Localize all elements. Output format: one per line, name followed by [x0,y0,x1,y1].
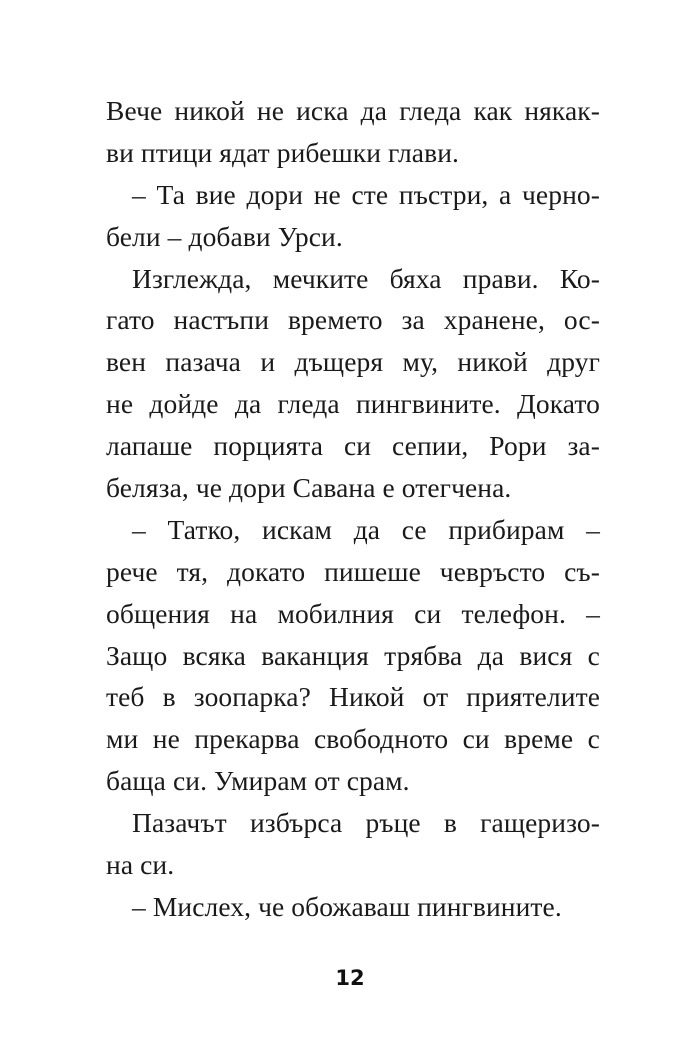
text-line: Пазачът избърса ръце в гащеризо- [132,807,600,839]
text-line: гато настъпи времето за хранене, ос- [106,304,600,336]
text-line: бели – добави Урси. [106,220,343,252]
text-line: баща си. Умирам от срам. [106,765,410,797]
text-line: рече тя, докато пишеше чевръсто съ- [106,555,600,587]
text-line: не дойде да гледа пингвините. Докато [106,388,600,420]
text-line: Изглежда, мечките бяха прави. Ко- [132,262,600,294]
text-line: – Татко, искам да се прибирам – [132,513,600,545]
text-line: лапаше порцията си сепии, Рори за- [106,430,600,462]
text-line: беляза, че дори Савана е отегчена. [106,472,512,504]
page-number: 12 [335,966,365,990]
text-line: – Мислех, че обожаваш пингвините. [132,890,562,922]
text-line: теб в зоопарка? Никой от приятелите [106,681,600,713]
text-line: ми не прекарва свободното си време с [106,723,600,755]
text-line: – Та вие дори не сте пъстри, а черно- [132,178,600,210]
text-line: Вече никой не иска да гледа как някак- [106,95,600,126]
text-line: Защо всяка ваканция трябва да вися с [106,639,600,671]
text-line: на си. [106,849,175,881]
text-line: общения на мобилния си телефон. – [106,597,600,629]
text-line: ви птици ядат рибешки глави. [106,136,459,168]
text-line: вен пазача и дъщеря му, никой друг [106,346,600,378]
body-text [106,90,600,928]
